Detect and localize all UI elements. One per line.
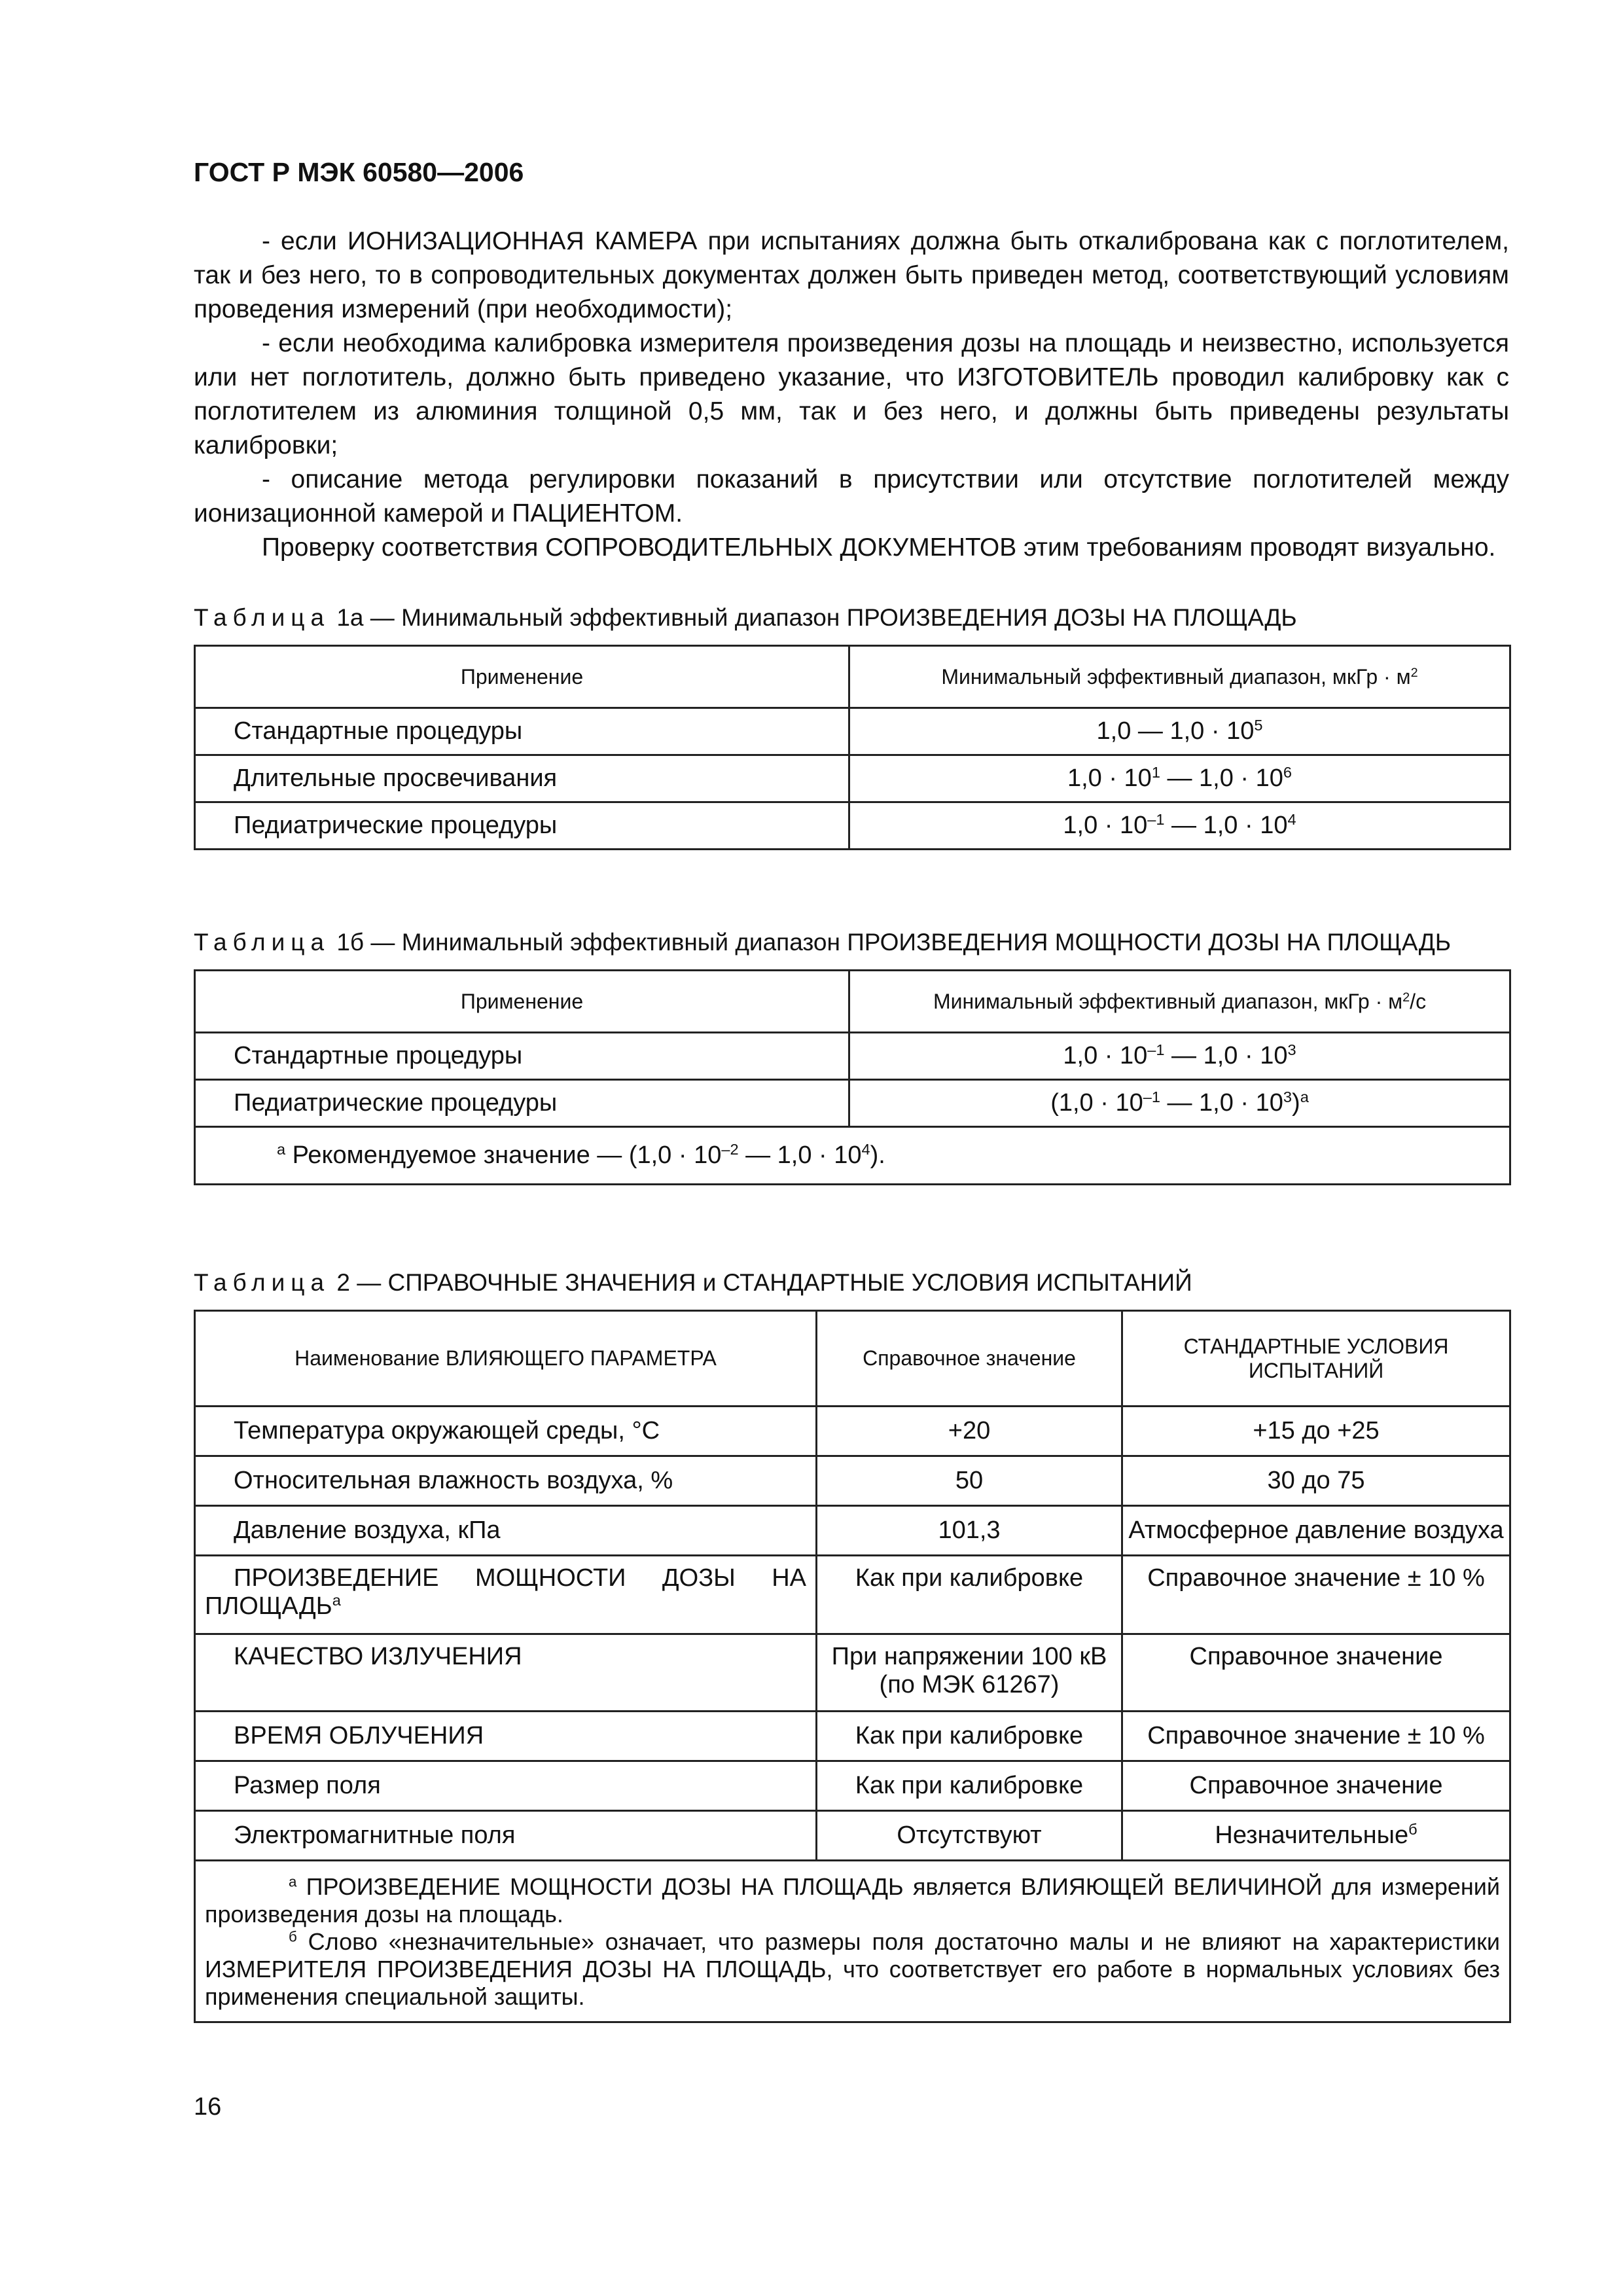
footnote: $^б$ Слово «незначительные» означает, что размеры поля достаточно малы и не влияют на характеристики ИЗМЕРИТЕЛЯ ПРОИЗВЕДЕНИЯ ДОЗЫ НА ПЛОЩАДЬ, что соответствует его работе в нормальных условиях без применения специальной защиты.	[205, 1928, 1500, 2010]
page-number: 16	[194, 2093, 222, 2121]
caption-label: Таблица	[194, 929, 330, 956]
cell-application: Стандартные процедуры	[195, 1033, 849, 1080]
table-2	[194, 1310, 1511, 2023]
table-row	[195, 708, 1510, 755]
table-footnote-row	[195, 1861, 1510, 2022]
cell-standard: Атмосферное давление воздуха	[1122, 1506, 1510, 1556]
cell-parameter: ВРЕМЯ ОБЛУЧЕНИЯ	[195, 1712, 817, 1761]
table-row	[195, 1761, 1510, 1811]
table-1b	[194, 969, 1511, 1185]
paragraph: Проверку соответствия СОПРОВОДИТЕЛЬНЫХ ДОКУМЕНТОВ этим требованиям проводят визуально.	[262, 533, 1496, 562]
page-content	[194, 157, 1509, 2023]
cell-reference: 101,3	[817, 1506, 1122, 1556]
column-header-range: Минимальный эффективный диапазон, мкГр · $м^2$	[849, 646, 1510, 708]
column-header-parameter: Наименование ВЛИЯЮЩЕГО ПАРАМЕТРА	[195, 1311, 817, 1407]
cell-reference: Как при калибровке	[817, 1712, 1122, 1761]
paragraph: - если ИОНИЗАЦИОННАЯ КАМЕРА при испытаниях должна быть откалибрована как с поглотителем, так и без него, то в сопроводительных документах должен быть приведен метод, соответствующий условиям проведения измерений (при необходимости);	[194, 227, 1509, 323]
table-row	[195, 1456, 1510, 1506]
table-header-row	[195, 971, 1510, 1033]
cell-application: Педиатрические процедуры	[195, 802, 849, 850]
caption-label: Таблица	[194, 604, 330, 631]
cell-standard: Справочное значение ± 10 %	[1122, 1556, 1510, 1634]
footnote: $^а$ Рекомендуемое значение — ($1,0 \cdot 10^{-2}$ — $1,0 \cdot 10^4$).	[195, 1127, 1510, 1185]
document-header: ГОСТ Р МЭК 60580—2006	[194, 157, 524, 187]
cell-reference: 50	[817, 1456, 1122, 1506]
cell-standard: Справочное значение	[1122, 1761, 1510, 1811]
table-row	[195, 1407, 1510, 1456]
cell-parameter: Температура окружающей среды, °С	[195, 1407, 817, 1456]
table-footnotes	[195, 1861, 1510, 2022]
table-row	[195, 1712, 1510, 1761]
cell-reference: Как при калибровке	[817, 1556, 1122, 1634]
paragraph: - если необходима калибровка измерителя произведения дозы на площадь и неизвестно, используется или нет поглотитель, должно быть приведено указание, что ИЗГОТОВИТЕЛЬ проводил калибровку как с поглотителем из алюминия толщиной 0,5 мм, так и без него, и должны быть приведены результаты калибровки;	[194, 329, 1509, 459]
footnote: $^а$ ПРОИЗВЕДЕНИЕ МОЩНОСТИ ДОЗЫ НА ПЛОЩАДЬ является ВЛИЯЮЩЕЙ ВЕЛИЧИНОЙ для измерений произведения дозы на площадь.	[205, 1873, 1500, 1928]
cell-parameter: ПРОИЗВЕДЕНИЕ МОЩНОСТИ ДОЗЫ НА $ПЛОЩАДЬ^а$	[195, 1556, 817, 1634]
cell-range: 1,0 — $1,0 \cdot 10^5$	[849, 708, 1510, 755]
table-1a-caption	[194, 604, 1509, 632]
cell-range: ($1,0 \cdot 10^{-1}$ — $1,0 \cdot 10^3)^а$	[849, 1080, 1510, 1127]
table-row	[195, 802, 1510, 850]
table-footnote-row	[195, 1127, 1510, 1185]
table-row	[195, 1634, 1510, 1712]
caption-text: 2 — СПРАВОЧНЫЕ ЗНАЧЕНИЯ и СТАНДАРТНЫЕ УСЛОВИЯ ИСПЫТАНИЙ	[336, 1269, 1192, 1296]
cell-application: Педиатрические процедуры	[195, 1080, 849, 1127]
table-1b-caption	[194, 929, 1509, 956]
column-header-reference: Справочное значение	[817, 1311, 1122, 1407]
caption-text: 1а — Минимальный эффективный диапазон ПРОИЗВЕДЕНИЯ ДОЗЫ НА ПЛОЩАДЬ	[336, 604, 1297, 631]
cell-parameter: Размер поля	[195, 1761, 817, 1811]
column-header-range: Минимальный эффективный диапазон, мкГр · $м^2/с$	[849, 971, 1510, 1033]
cell-standard: +15 до +25	[1122, 1407, 1510, 1456]
cell-reference: +20	[817, 1407, 1122, 1456]
caption-label: Таблица	[194, 1269, 330, 1296]
cell-range: $1,0 \cdot 10^{-1}$ — $1,0 \cdot 10^3$	[849, 1033, 1510, 1080]
table-header-row	[195, 646, 1510, 708]
column-header-application: Применение	[195, 646, 849, 708]
cell-parameter: Давление воздуха, кПа	[195, 1506, 817, 1556]
paragraph: - описание метода регулировки показаний в присутствии или отсутствие поглотителей между ионизационной камерой и ПАЦИЕНТОМ.	[194, 465, 1509, 528]
cell-standard: Справочное значение ± 10 %	[1122, 1712, 1510, 1761]
column-header-application: Применение	[195, 971, 849, 1033]
cell-parameter: КАЧЕСТВО ИЗЛУЧЕНИЯ	[195, 1634, 817, 1712]
column-header-standard: СТАНДАРТНЫЕ УСЛОВИЯ ИСПЫТАНИЙ	[1122, 1311, 1510, 1407]
table-row	[195, 1811, 1510, 1861]
cell-range: $1,0 \cdot 10^1$ — $1,0 \cdot 10^6$	[849, 755, 1510, 802]
cell-standard: Справочное значение	[1122, 1634, 1510, 1712]
cell-parameter: Относительная влажность воздуха, %	[195, 1456, 817, 1506]
cell-standard: Незначительные$^б$	[1122, 1811, 1510, 1861]
table-header-row	[195, 1311, 1510, 1407]
cell-standard: 30 до 75	[1122, 1456, 1510, 1506]
table-row	[195, 1506, 1510, 1556]
cell-parameter: Электромагнитные поля	[195, 1811, 817, 1861]
cell-application: Длительные просвечивания	[195, 755, 849, 802]
table-row	[195, 1080, 1510, 1127]
table-row	[195, 1556, 1510, 1634]
caption-text: 1б — Минимальный эффективный диапазон ПРОИЗВЕДЕНИЯ МОЩНОСТИ ДОЗЫ НА ПЛОЩАДЬ	[336, 929, 1452, 956]
cell-reference: Отсутствуют	[817, 1811, 1122, 1861]
table-1a	[194, 645, 1511, 850]
table-row	[195, 1033, 1510, 1080]
cell-application: Стандартные процедуры	[195, 708, 849, 755]
cell-reference: Как при калибровке	[817, 1761, 1122, 1811]
table-row	[195, 755, 1510, 802]
cell-range: $1,0 \cdot 10^{-1}$ — $1,0 \cdot 10^4$	[849, 802, 1510, 850]
table-2-caption	[194, 1269, 1509, 1297]
cell-reference: При напряжении 100 кВ (по МЭК 61267)	[817, 1634, 1122, 1712]
